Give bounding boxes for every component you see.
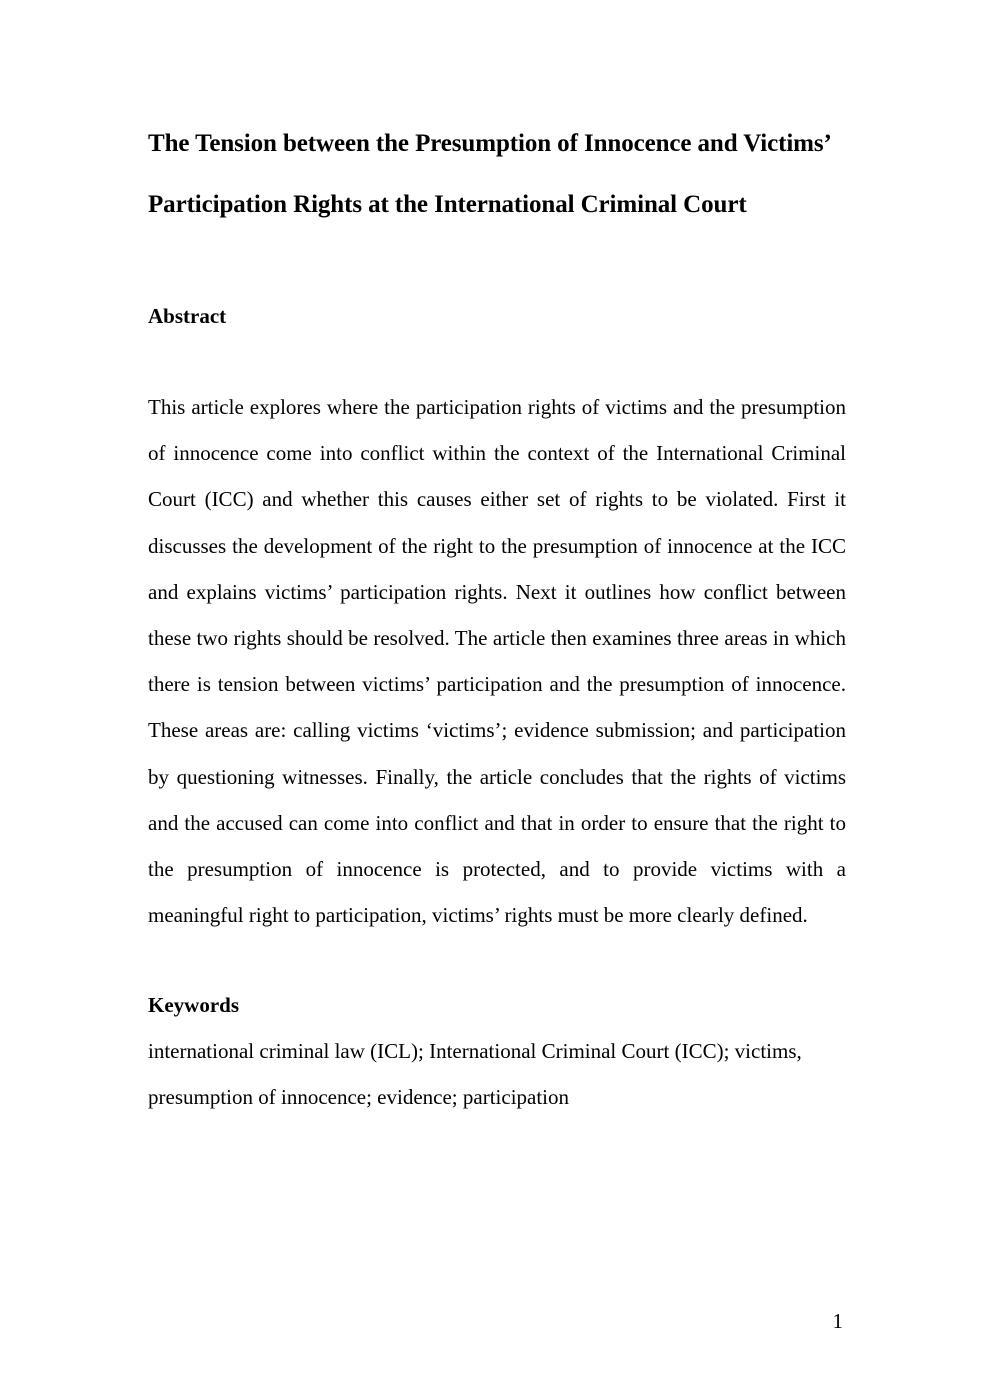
keywords-line-2: presumption of innocence; evidence; participation <box>148 1085 570 1110</box>
abstract-heading: Abstract <box>148 304 227 328</box>
keywords-section <box>148 938 846 1120</box>
page-content <box>148 0 846 1120</box>
keywords-heading: Keywords <box>148 993 239 1018</box>
keywords-line-1: international criminal law (ICL); International Criminal Court (ICC); victims, <box>148 1039 802 1064</box>
abstract-body: This article explores where the participation rights of victims and the presumption of innocence come into conflict within the context of the International Criminal Court (ICC) and whether this causes either set of rights to be violated. First it discusses the development of the right to the presumption of innocence at the ICC and explains victims’ participation rights. Next it outlines how conflict between these two rights should be resolved. The article then examines three areas in which there is tension between victims’ participation and the presumption of innocence. These areas are: calling victims ‘victims’; evidence submission; and participation by questioning witnesses. Finally, the article concludes that the rights of victims and the accused can come into conflict and that in order to ensure that the right to the presumption of innocence is protected, and to provide victims with a meaningful right to participation, victims’ rights must be more clearly defined. <box>148 395 846 928</box>
page-title <box>148 0 846 235</box>
page-title-text: The Tension between the Presumption of Innocence and Victims’ Participation Rights at the International Criminal Court <box>148 130 830 218</box>
abstract-section <box>148 235 846 938</box>
page-number: 1 <box>832 1309 843 1333</box>
